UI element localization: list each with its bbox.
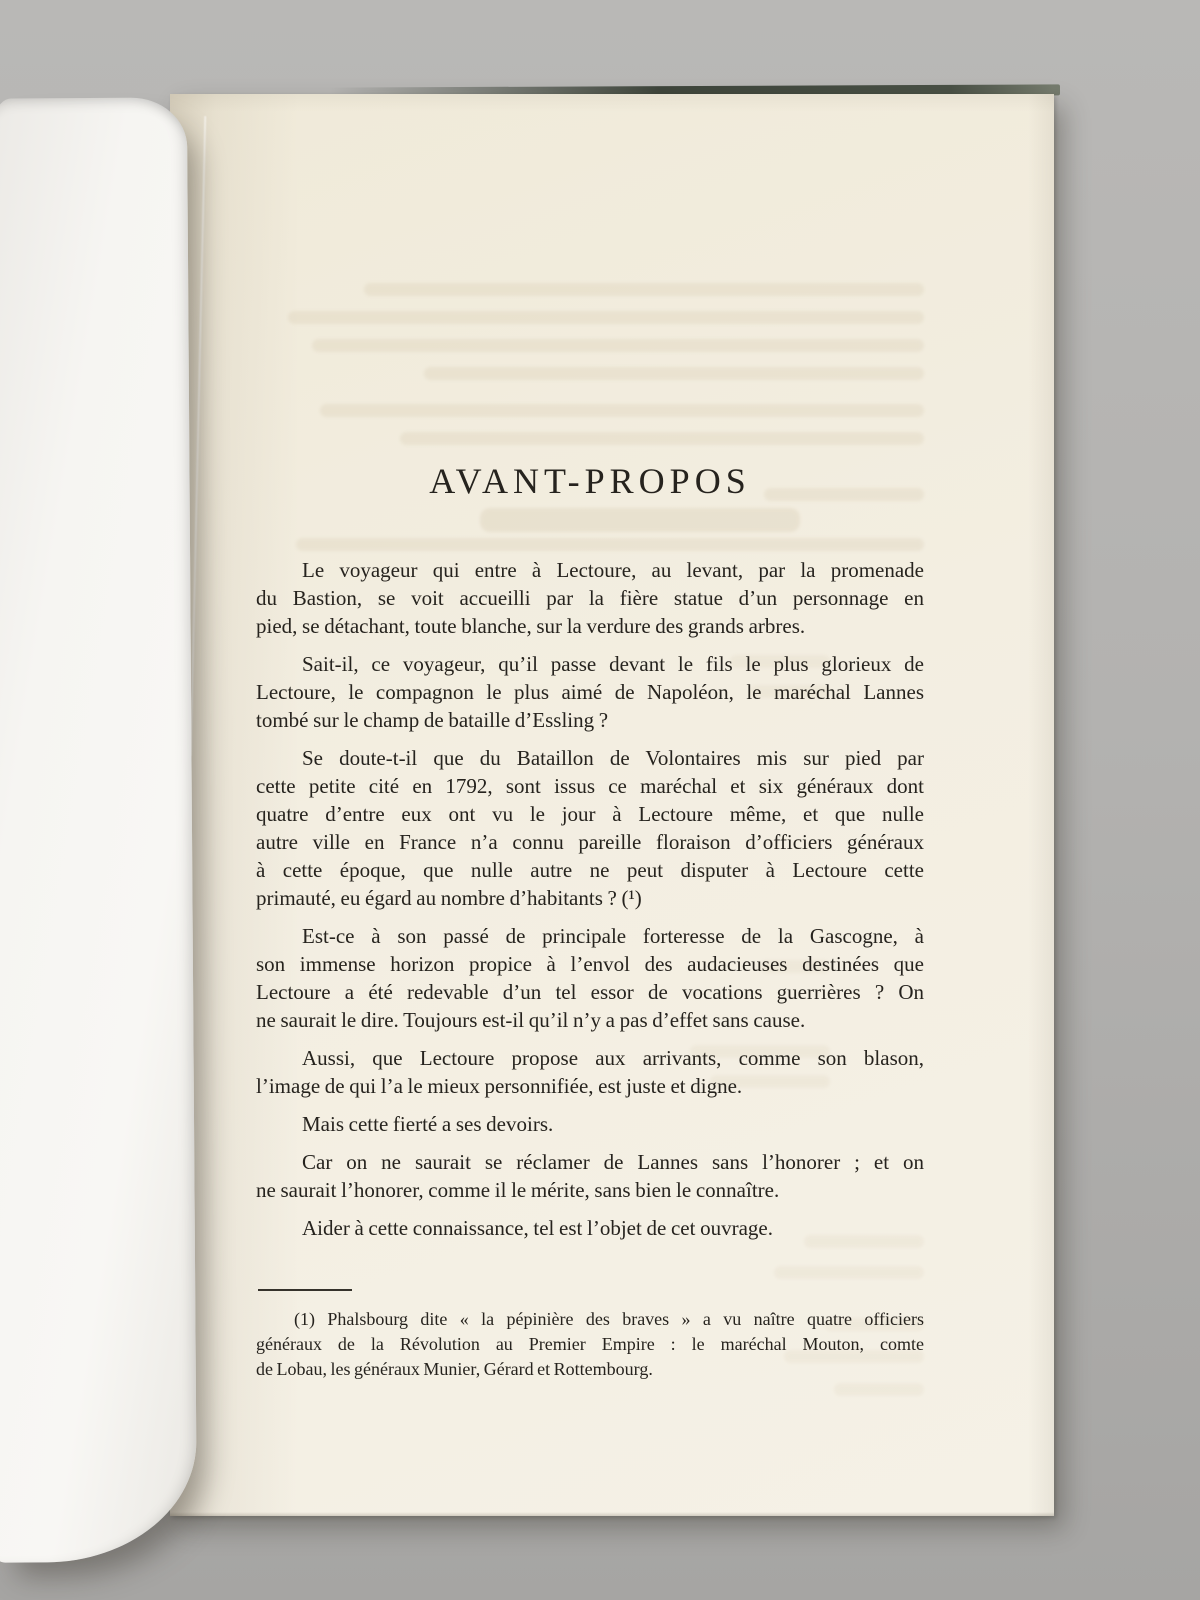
- text-line: (1) Phalsbourg dite « la pépinière des braves » a vu naître quatre officiers: [294, 1309, 924, 1329]
- paragraph: [256, 1110, 924, 1138]
- showthrough-ghost-line: [774, 1266, 924, 1279]
- text-line: cette petite cité en 1792, sont issus ce maréchal et six généraux dont: [256, 774, 924, 798]
- showthrough-ghost-line: [834, 1383, 924, 1396]
- book-page-recto: [170, 94, 1054, 1516]
- text-line: ne saurait l’honorer, comme il le mérite, sans bien le connaître.: [256, 1178, 780, 1202]
- paragraph: [256, 922, 924, 1034]
- paragraph: [256, 744, 924, 912]
- page-crease: [190, 116, 207, 756]
- turning-page-left: [0, 97, 197, 1562]
- text-line: Aussi, que Lectoure propose aux arrivants, comme son blason,: [302, 1046, 924, 1070]
- text-line: Le voyageur qui entre à Lectoure, au levant, par la promenade: [302, 558, 924, 582]
- text-line: Se doute-t-il que du Bataillon de Volontaires mis sur pied par: [302, 746, 924, 770]
- showthrough-ghost-line: [288, 311, 924, 324]
- text-line: son immense horizon propice à l’envol des audacieuses destinées que: [256, 952, 924, 976]
- showthrough-ghost-line: [312, 339, 924, 352]
- text-line: à cette époque, que nulle autre ne peut disputer à Lectoure cette: [256, 858, 924, 882]
- paragraph: [256, 1214, 924, 1242]
- showthrough-ghost-line: [364, 283, 924, 296]
- text-line: Mais cette fierté a ses devoirs.: [302, 1112, 554, 1136]
- text-line: de Lobau, les généraux Munier, Gérard et Rottembourg.: [256, 1359, 653, 1379]
- showthrough-ghost-line: [296, 538, 924, 551]
- text-line: généraux de la Révolution au Premier Empire : le maréchal Mouton, comte: [256, 1334, 924, 1354]
- text-line: Sait-il, ce voyageur, qu’il passe devant le fils le plus glorieux de: [302, 652, 924, 676]
- text-line: Aider à cette connaissance, tel est l’objet de cet ouvrage.: [302, 1216, 773, 1240]
- chapter-title: AVANT-PROPOS: [429, 461, 751, 502]
- showthrough-ghost-title: [480, 508, 800, 532]
- text-line: autre ville en France n’a connu pareille floraison d’officiers généraux: [256, 830, 924, 854]
- paragraph: [256, 650, 924, 734]
- text-line: l’image de qui l’a le mieux personnifiée, est juste et digne.: [256, 1074, 743, 1098]
- text-line: tombé sur le champ de bataille d’Essling ?: [256, 708, 609, 732]
- paragraph: [256, 1044, 924, 1100]
- text-line: ne saurait le dire. Toujours est-il qu’il n’y a pas d’effet sans cause.: [256, 1008, 806, 1032]
- showthrough-ghost-line: [400, 432, 924, 445]
- footnote-text: [256, 1307, 924, 1382]
- text-line: pied, se détachant, toute blanche, sur la verdure des grands arbres.: [256, 614, 806, 638]
- paragraph: [256, 1148, 924, 1204]
- text-line: Lectoure, le compagnon le plus aimé de Napoléon, le maréchal Lannes: [256, 680, 924, 704]
- text-line: primauté, eu égard au nombre d’habitants ? (¹): [256, 886, 642, 910]
- footnote: [256, 1289, 924, 1382]
- paragraph: [256, 556, 924, 640]
- showthrough-ghost-line: [424, 367, 924, 380]
- text-line: quatre d’entre eux ont vu le jour à Lectoure même, et que nulle: [256, 802, 924, 826]
- text-line: Car on ne saurait se réclamer de Lannes sans l’honorer ; et on: [302, 1150, 924, 1174]
- text-line: du Bastion, se voit accueilli par la fière statue d’un personnage en: [256, 586, 924, 610]
- body-text: [256, 556, 924, 1242]
- showthrough-ghost-line: [320, 404, 924, 417]
- text-line: Est-ce à son passé de principale forteresse de la Gascogne, à: [302, 924, 924, 948]
- text-line: Lectoure a été redevable d’un tel essor de vocations guerrières ? On: [256, 980, 924, 1004]
- footnote-rule: [258, 1289, 352, 1291]
